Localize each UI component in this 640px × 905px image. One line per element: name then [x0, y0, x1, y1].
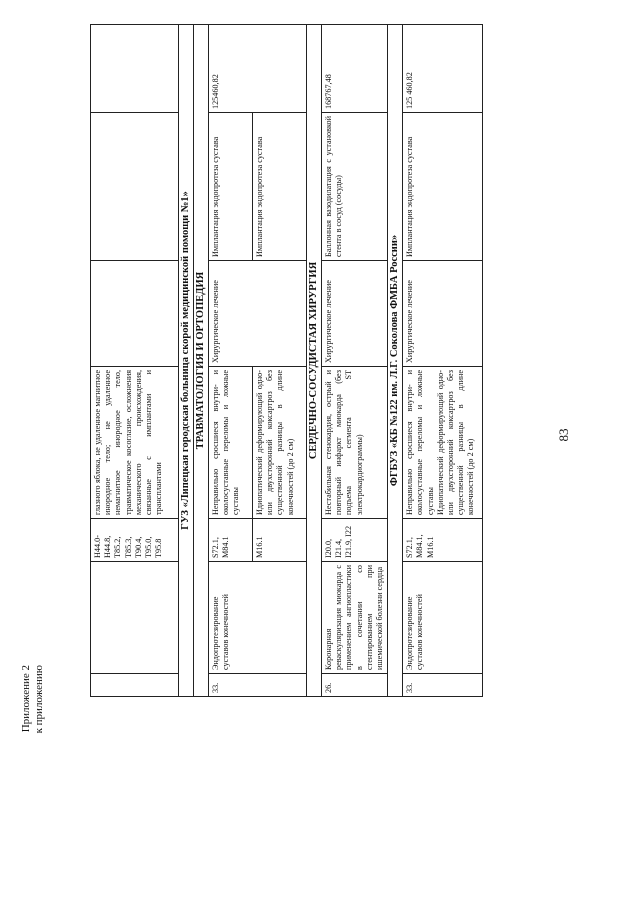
- cell-condition: Идиопатический деформирующий одно- или двухсторонний коксартроз без существенной разницы в длине конечностей (до 2 см): [253, 367, 307, 519]
- cell-condition: глазного яблока, не удаленное магнитное инородное тело; не удаленное немагнитное инородное тело, травматическое косоглазие, осложнения механического происхождения, связанные с имплантами и трансплантами: [91, 367, 179, 519]
- cell-codes: H44.0- H44.8, T85.2, T85.3, T90.4, T95.0, T95.8: [91, 519, 179, 562]
- cell-num: [91, 674, 179, 697]
- section-hospital-1: ГУЗ «Липецкая городская больница скорой медицинской помощи №1»: [179, 25, 194, 697]
- cell-num: 26.: [322, 674, 388, 697]
- cell-treatment: [91, 261, 179, 367]
- cell-name: Эндопротезирование суставов конечностей: [403, 562, 483, 674]
- cell-condition: Неправильно сросшиеся внутри- и околосуставные переломы и ложные суставы: [209, 367, 253, 519]
- table-row: [403, 25, 483, 697]
- cell-method: [91, 113, 179, 261]
- table-row: [322, 25, 388, 697]
- cell-condition: Неправильно сросшиеся внутри- и околосуставные переломы и ложные суставы Идиопатический деформирующий одно- или двухсторонний коксартроз без существенной разницы в длине конечностей (до 2 см): [403, 367, 483, 519]
- section-header-row: [307, 25, 322, 697]
- appendix-line-2: к приложению: [33, 665, 45, 734]
- cell-method: Имплантация эндопротеза сустава: [209, 113, 253, 261]
- cell-codes: I20.0, I21.4, I21.9, I22: [322, 519, 388, 562]
- cell-codes: S72.1, M84.1, M16.1: [403, 519, 483, 562]
- table-row: [91, 25, 179, 697]
- section-trauma: ТРАВМАТОЛОГИЯ И ОРТОПЕДИЯ: [194, 25, 209, 697]
- cell-name: [91, 562, 179, 674]
- cell-num: 33.: [403, 674, 483, 697]
- cell-price: 168767,48: [322, 25, 388, 113]
- cell-price: 125460,82: [209, 25, 307, 113]
- section-header-row: [179, 25, 194, 697]
- cell-name: Коронарная реваскуляризация миокарда с применением ангиопластики в сочетании со стентированием при ишемической болезни сердца: [322, 562, 388, 674]
- cell-codes: S72.1, M84.1: [209, 519, 253, 562]
- table-row: [209, 25, 253, 697]
- cell-method: Имплантация эндопротеза сустава: [253, 113, 307, 261]
- page-number: 83: [556, 428, 571, 442]
- services-table: [90, 24, 483, 697]
- cell-treatment: Хирургическое лечение: [403, 261, 483, 367]
- cell-condition: Нестабильная стенокардия, острый и повторный инфаркт миокарда (без подъема сегмента ST электрокардиограммы): [322, 367, 388, 519]
- section-cardio: СЕРДЕЧНО-СОСУДИСТАЯ ХИРУРГИЯ: [307, 25, 322, 697]
- cell-codes: M16.1: [253, 519, 307, 562]
- section-header-row: [194, 25, 209, 697]
- appendix-note: [20, 665, 46, 885]
- appendix-line-1: Приложение 2: [20, 665, 32, 733]
- cell-price: 125 460,82: [403, 25, 483, 113]
- section-hospital-2: ФГБУЗ «КБ №122 им. Л.Г. Соколова ФМБА России»: [388, 25, 403, 697]
- cell-price: [91, 25, 179, 113]
- cell-method: Баллонная вазодилатация с установкой стента в сосуд (сосуды): [322, 113, 388, 261]
- cell-method: Имплантация эндопротеза сустава: [403, 113, 483, 261]
- cell-name: Эндопротезирование суставов конечностей: [209, 562, 307, 674]
- cell-treatment: Хирургическое лечение: [209, 261, 307, 367]
- section-header-row: [388, 25, 403, 697]
- cell-treatment: Хирургическое лечение: [322, 261, 388, 367]
- cell-num: 33.: [209, 674, 307, 697]
